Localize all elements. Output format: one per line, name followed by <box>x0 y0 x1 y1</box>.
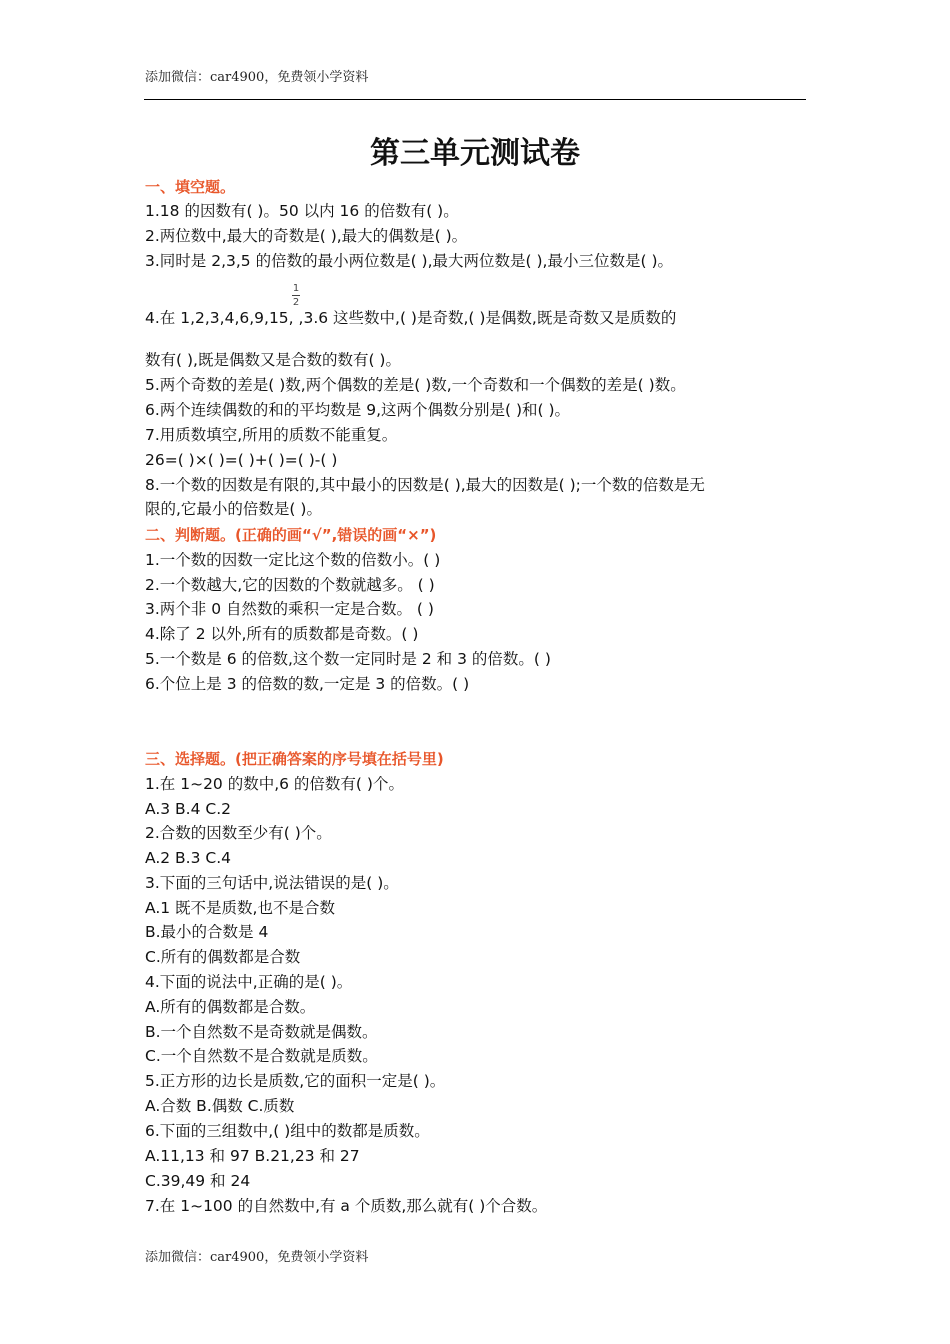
question-line: 5.两个奇数的差是( )数,两个偶数的差是( )数,一个奇数和一个偶数的差是( )数。 <box>145 376 686 394</box>
question-line: 1.一个数的因数一定比这个数的倍数小。( ) <box>145 551 441 569</box>
question-line: 3.同时是 2,3,5 的倍数的最小两位数是( ),最大两位数是( ),最小三位数是( )。 <box>145 252 674 270</box>
option-line: B.最小的合数是 4 <box>145 923 269 941</box>
question-line: 3.两个非 0 自然数的乘积一定是合数。 ( ) <box>145 600 434 618</box>
question-line: 数有( ),既是偶数又是合数的数有( )。 <box>145 351 401 369</box>
question-line: 1.18 的因数有( )。50 以内 16 的倍数有( )。 <box>145 202 459 220</box>
option-line: B.一个自然数不是奇数就是偶数。 <box>145 1023 378 1041</box>
option-line: A.3 B.4 C.2 <box>145 800 232 818</box>
question-line: 4.除了 2 以外,所有的质数都是奇数。( ) <box>145 625 419 643</box>
question-line: 4.在 1,2,3,4,6,9,15, ,3.6 这些数中,( )是奇数,( )是偶数,既是奇数又是质数的 <box>145 309 677 327</box>
page-header: 添加微信：car4900，免费领小学资料 <box>145 70 369 85</box>
header-divider <box>144 99 806 100</box>
page-title: 第三单元测试卷 <box>370 136 580 171</box>
question-line: 5.一个数是 6 的倍数,这个数一定同时是 2 和 3 的倍数。( ) <box>145 650 551 668</box>
question-line: 5.正方形的边长是质数,它的面积一定是( )。 <box>145 1072 446 1090</box>
option-line: A.1 既不是质数,也不是合数 <box>145 899 335 917</box>
question-line: 3.下面的三句话中,说法错误的是( )。 <box>145 874 399 892</box>
question-line: 8.一个数的因数是有限的,其中最小的因数是( ),最大的因数是( );一个数的倍数是无 <box>145 476 705 494</box>
question-line: 4.下面的说法中,正确的是( )。 <box>145 973 353 991</box>
section-heading-multiple-choice: 三、选择题。(把正确答案的序号填在括号里) <box>145 750 444 768</box>
option-line: C.39,49 和 24 <box>145 1172 251 1190</box>
question-line: 1.在 1~20 的数中,6 的倍数有( )个。 <box>145 775 404 793</box>
option-line: C.所有的偶数都是合数 <box>145 948 301 966</box>
question-line: 2.两位数中,最大的奇数是( ),最大的偶数是( )。 <box>145 227 468 245</box>
question-line: 6.个位上是 3 的倍数的数,一定是 3 的倍数。( ) <box>145 675 470 693</box>
question-line: 2.一个数越大,它的因数的个数就越多。 ( ) <box>145 576 435 594</box>
option-line: C.一个自然数不是合数就是质数。 <box>145 1047 378 1065</box>
fraction-numerator: 1 <box>292 283 300 294</box>
question-line: 26=( )×( )=( )+( )=( )-( ) <box>145 451 338 469</box>
option-line: A.2 B.3 C.4 <box>145 849 232 867</box>
fraction-bar <box>292 295 300 296</box>
fraction-denominator: 2 <box>292 297 300 308</box>
section-heading-true-false: 二、判断题。(正确的画“√”,错误的画“×”) <box>145 526 437 544</box>
option-line: A.所有的偶数都是合数。 <box>145 998 316 1016</box>
fraction-one-half <box>292 283 300 308</box>
option-line: A.11,13 和 97 B.21,23 和 27 <box>145 1147 360 1165</box>
page-footer: 添加微信：car4900，免费领小学资料 <box>145 1250 369 1265</box>
option-line: A.合数 B.偶数 C.质数 <box>145 1097 295 1115</box>
question-line: 6.下面的三组数中,( )组中的数都是质数。 <box>145 1122 430 1140</box>
question-line: 6.两个连续偶数的和的平均数是 9,这两个偶数分别是( )和( )。 <box>145 401 571 419</box>
question-line: 7.在 1~100 的自然数中,有 a 个质数,那么就有( )个合数。 <box>145 1197 548 1215</box>
section-heading-fill-in: 一、填空题。 <box>145 178 236 196</box>
question-line: 7.用质数填空,所用的质数不能重复。 <box>145 426 398 444</box>
question-line: 2.合数的因数至少有( )个。 <box>145 824 332 842</box>
question-line: 限的,它最小的倍数是( )。 <box>145 500 322 518</box>
